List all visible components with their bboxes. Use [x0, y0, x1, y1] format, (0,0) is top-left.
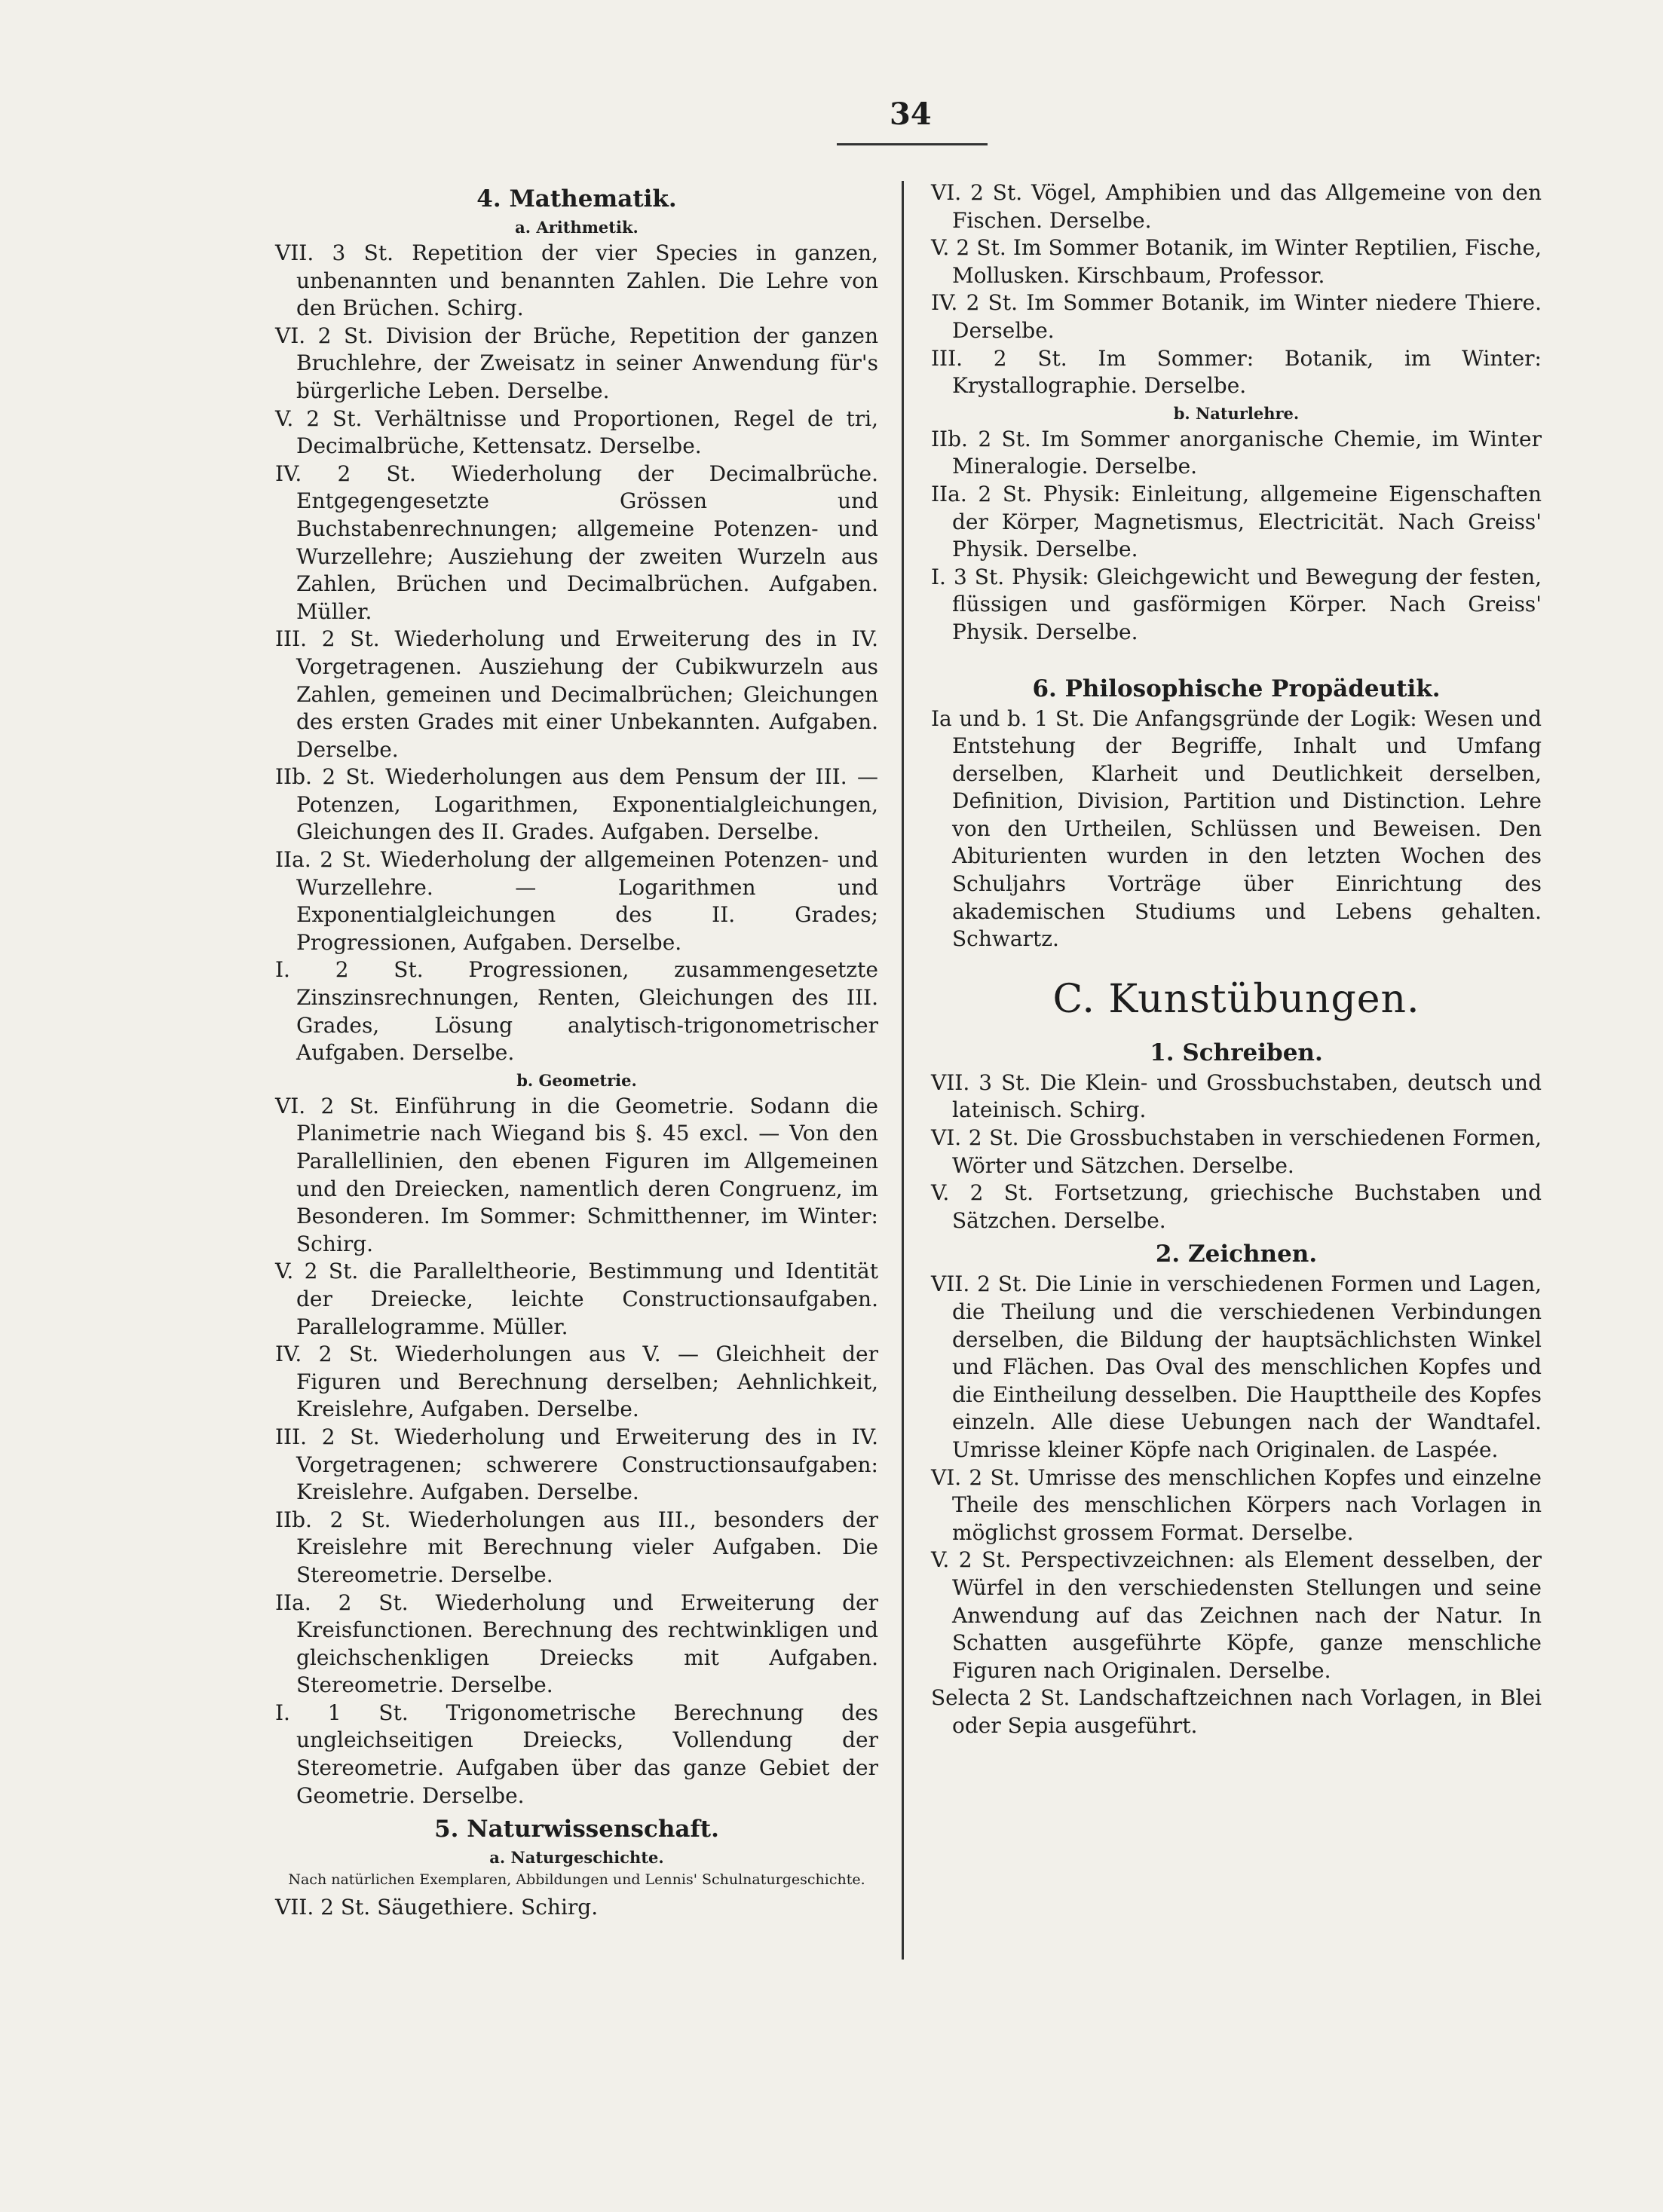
section-heading-schreiben: 1. Schreiben. — [1150, 1039, 1323, 1066]
naturgeschichte-note: Nach natürlichen Exemplaren, Abbildungen und Lennis' Schulnaturgeschichte. — [288, 1871, 865, 1889]
section-heading-mathematik: 4. Mathematik. — [476, 185, 677, 213]
entry-arithmetik: V. 2 St. Verhältnisse und Proportionen, Regel de tri, Decimalbrüche, Kettensatz. Derselbe. — [275, 405, 878, 459]
left-column — [275, 179, 878, 1922]
page-number: 34 — [890, 96, 932, 132]
entry-arithmetik: III. 2 St. Wiederholung und Erweiterung des in IV. Vorgetragenen. Ausziehung der Cubikwurzeln aus Zahlen, gemeinen und Decimalbrüchen; Gleichungen des ersten Grades mit einer Unbekannten. Aufgaben. Derselbe. — [275, 626, 878, 762]
entry-naturgeschichte: VI. 2 St. Vögel, Amphibien und das Allgemeine von den Fischen. Derselbe. — [931, 180, 1542, 233]
entry-arithmetik: I. 2 St. Progressionen, zusammengesetzte Zinszinsrechnungen, Renten, Gleichungen des III. Grades, Lösung analytisch-trigonometrischer Aufgaben. Derselbe. — [275, 957, 878, 1066]
subheading-naturlehre: b. Naturlehre. — [1173, 403, 1300, 423]
entry-arithmetik: VI. 2 St. Division der Brüche, Repetition der ganzen Bruchlehre, der Zweisatz in seiner Anwendung für's bürgerliche Leben. Derselbe. — [275, 323, 878, 403]
entry-naturgeschichte: VII. 2 St. Säugethiere. Schirg. — [275, 1895, 599, 1920]
section-heading-philosophie: 6. Philosophische Propädeutik. — [1032, 675, 1441, 702]
entry-arithmetik: IV. 2 St. Wiederholung der Decimalbrüche. Entgegengesetzte Grössen und Buchstabenrechnungen; allgemeine Potenzen- und Wurzellehre; Ausziehung der zweiten Wurzeln aus Zahlen, Brüchen und Decimalbrüchen. Aufgaben. Müller. — [275, 460, 878, 624]
entry-geometrie: IIb. 2 St. Wiederholungen aus III., besonders der Kreislehre mit Berechnung vieler Aufgaben. Die Stereometrie. Derselbe. — [275, 1507, 878, 1587]
section-heading-zeichnen: 2. Zeichnen. — [1155, 1241, 1318, 1268]
entry-zeichnen: VI. 2 St. Umrisse des menschlichen Kopfes und einzelne Theile des menschlichen Körpers nach Vorlagen in möglichst grossem Format. Derselbe. — [931, 1464, 1542, 1545]
entry-arithmetik: IIa. 2 St. Wiederholung der allgemeinen Potenzen- und Wurzellehre. — Logarithmen und Exponentialgleichungen des II. Grades; Progressionen, Aufgaben. Derselbe. — [275, 847, 878, 955]
spacer — [931, 647, 1542, 669]
header-rule — [837, 143, 988, 145]
section-heading-naturwissenschaft: 5. Naturwissenschaft. — [434, 1816, 719, 1843]
subheading-arithmetik: a. Arithmetik. — [515, 218, 639, 237]
entry-naturgeschichte: IV. 2 St. Im Sommer Botanik, im Winter niedere Thiere. Derselbe. — [931, 290, 1542, 343]
right-column — [931, 179, 1542, 1740]
entry-arithmetik: IIb. 2 St. Wiederholungen aus dem Pensum der III. — Potenzen, Logarithmen, Exponentialgleichungen, Gleichungen des II. Grades. Aufgaben. Derselbe. — [275, 764, 878, 845]
entry-schreiben: VII. 3 St. Die Klein- und Grossbuchstaben, deutsch und lateinisch. Schirg. — [931, 1069, 1542, 1123]
entry-naturgeschichte: V. 2 St. Im Sommer Botanik, im Winter Reptilien, Fische, Mollusken. Kirschbaum, Professor. — [931, 235, 1542, 288]
entry-philosophie: Ia und b. 1 St. Die Anfangsgründe der Logik: Wesen und Entstehung der Begriffe, Inhalt und Umfang derselben, Klarheit und Deutlichkeit derselben, Definition, Division, Partition und Distinction. Lehre von den Urtheilen, Schlüssen und Beweisen. Den Abiturienten wurden in den letzten Wochen des Schuljahrs Vorträge über Einrichtung des akademischen Studiums und Lebens gehalten. Schwartz. — [931, 705, 1542, 952]
section-heading-kunstuebungen: C. Kunstübungen. — [1052, 976, 1420, 1022]
entry-zeichnen: VII. 2 St. Die Linie in verschiedenen Formen und Lagen, die Theilung und die verschiedenen Verbindungen derselben, die Bildung der hauptsächlichsten Winkel und Flächen. Das Oval des menschlichen Kopfes und die Eintheilung desselben. Die Haupttheile des Kopfes einzeln. Alle diese Uebungen nach der Wandtafel. Umrisse kleiner Köpfe nach Originalen. de Laspée. — [931, 1271, 1542, 1462]
entry-zeichnen: V. 2 St. Perspectivzeichnen: als Element desselben, der Würfel in den verschiedensten Stellungen und seine Anwendung auf das Zeichnen nach der Natur. In Schatten ausgeführte Köpfe, ganze menschliche Figuren nach Originalen. Derselbe. — [931, 1547, 1542, 1683]
column-divider — [902, 181, 904, 1960]
entry-schreiben: V. 2 St. Fortsetzung, griechische Buchstaben und Sätzchen. Derselbe. — [931, 1180, 1542, 1233]
entry-geometrie: IIa. 2 St. Wiederholung und Erweiterung der Kreisfunctionen. Berechnung des rechtwinkligen und gleichschenkligen Dreiecks mit Aufgaben. Stereometrie. Derselbe. — [275, 1589, 878, 1698]
entry-geometrie: I. 1 St. Trigonometrische Berechnung des ungleichseitigen Dreiecks, Vollendung der Stereometrie. Aufgaben über das ganze Gebiet der Geometrie. Derselbe. — [275, 1700, 878, 1808]
entry-geometrie: IV. 2 St. Wiederholungen aus V. — Gleichheit der Figuren und Berechnung derselben; Aehnlichkeit, Kreislehre, Aufgaben. Derselbe. — [275, 1342, 878, 1422]
entry-geometrie: V. 2 St. die Paralleltheorie, Bestimmung und Identität der Dreiecke, leichte Constructionsaufgaben. Parallelogramme. Müller. — [275, 1259, 878, 1339]
entry-geometrie: VI. 2 St. Einführung in die Geometrie. Sodann die Planimetrie nach Wiegand bis §. 45 excl. — Von den Parallellinien, den ebenen Figuren im Allgemeinen und den Dreiecken, namentlich deren Congruenz, im Besonderen. Im Sommer: Schmitthenner, im Winter: Schirg. — [275, 1093, 878, 1256]
entry-naturlehre: IIa. 2 St. Physik: Einleitung, allgemeine Eigenschaften der Körper, Magnetismus, Electricität. Nach Greiss' Physik. Derselbe. — [931, 481, 1542, 562]
subheading-naturgeschichte: a. Naturgeschichte. — [489, 1848, 664, 1868]
entry-arithmetik: VII. 3 St. Repetition der vier Species in ganzen, unbenannten und benannten Zahlen. Die Lehre von den Brüchen. Schirg. — [275, 240, 878, 321]
entry-naturlehre: I. 3 St. Physik: Gleichgewicht und Bewegung der festen, flüssigen und gasförmigen Körper. Nach Greiss' Physik. Derselbe. — [931, 564, 1542, 644]
entry-zeichnen: Selecta 2 St. Landschaftzeichnen nach Vorlagen, in Blei oder Sepia ausgeführt. — [931, 1685, 1542, 1738]
entry-schreiben: VI. 2 St. Die Grossbuchstaben in verschiedenen Formen, Wörter und Sätzchen. Derselbe. — [931, 1125, 1542, 1178]
entry-naturgeschichte: III. 2 St. Im Sommer: Botanik, im Winter: Krystallographie. Derselbe. — [931, 345, 1542, 399]
entry-naturlehre: IIb. 2 St. Im Sommer anorganische Chemie, im Winter Mineralogie. Derselbe. — [931, 426, 1542, 479]
subheading-geometrie: b. Geometrie. — [516, 1070, 637, 1090]
entry-geometrie: III. 2 St. Wiederholung und Erweiterung des in IV. Vorgetragenen; schwerere Constructionsaufgaben: Kreislehre. Aufgaben. Derselbe. — [275, 1424, 878, 1505]
